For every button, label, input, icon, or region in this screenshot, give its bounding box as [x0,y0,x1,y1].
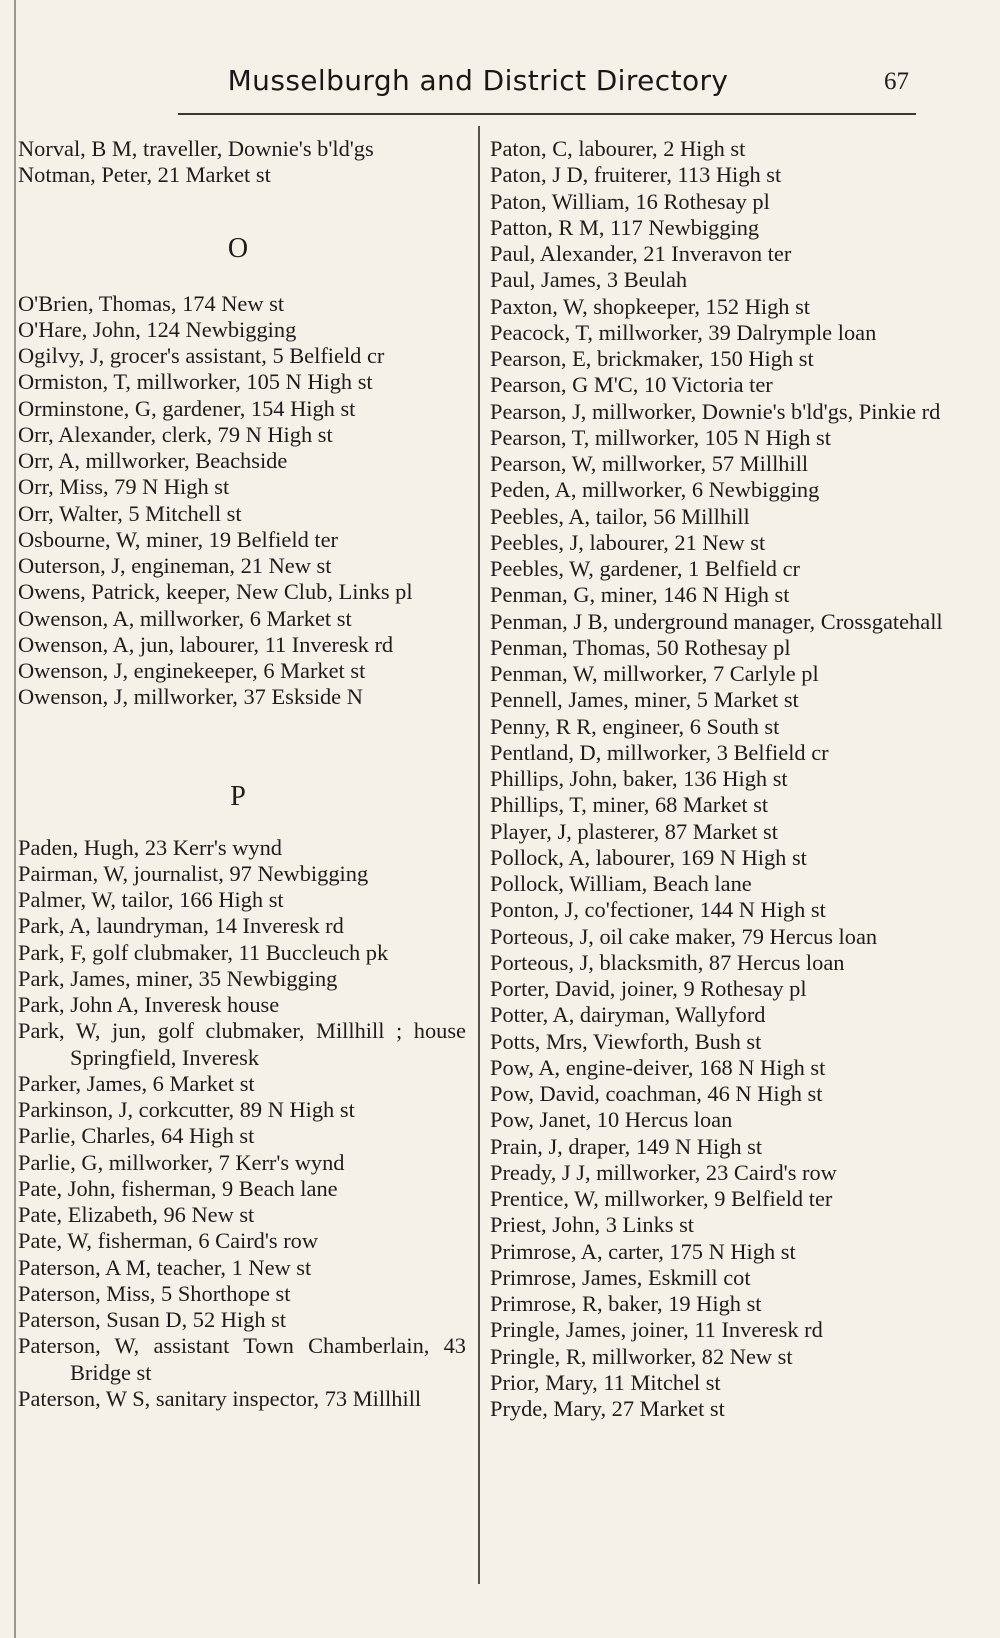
directory-entry: Paterson, W, assistant Town Chamberlain, 43 Bridge st [18,1333,466,1385]
directory-entry: Ponton, J, co'fectioner, 144 N High st [490,897,826,923]
section-spacer [18,821,466,835]
directory-entry: Phillips, John, baker, 136 High st [490,766,788,791]
directory-entry: Prain, J, draper, 149 N High st [490,1133,763,1159]
directory-entry: Porter, David, joiner, 9 Rothesay pl [490,976,807,1001]
directory-entry: Paton, William, 16 Rothesay pl [490,188,770,214]
directory-entry: Patton, R M, 117 Newbigging [490,214,760,240]
directory-entry: Pready, J J, millworker, 23 Caird's row [490,1159,837,1185]
directory-entry: Prior, Mary, 11 Mitchel st [490,1369,721,1395]
directory-entry: Owenson, J, millworker, 37 Eskside N [18,684,363,710]
directory-entry: Player, J, plasterer, 87 Market st [490,818,778,844]
directory-entry: Potts, Mrs, Viewforth, Bush st [490,1028,762,1054]
directory-entry: Peebles, W, gardener, 1 Belfield cr [490,556,800,581]
right-column [490,136,950,1422]
directory-entry: Paterson, W S, sanitary inspector, 73 Millhill [18,1385,422,1411]
directory-entry: Park, James, miner, 35 Newbigging [18,965,338,991]
directory-entry: Peebles, J, labourer, 21 New st [490,529,766,555]
directory-entry: Parkinson, J, corkcutter, 89 N High st [18,1097,355,1122]
directory-entry: Primrose, R, baker, 19 High st [490,1291,762,1316]
directory-entry: Orminstone, G, gardener, 154 High st [18,395,356,421]
binding-edge [14,0,16,1638]
page-number: 67 [884,68,909,95]
left-entries-top [18,136,466,189]
directory-entry: O'Brien, Thomas, 174 New st [18,290,285,316]
directory-entry: Orr, Miss, 79 N High st [18,474,230,500]
header-rule [178,113,916,115]
directory-entry: Pryde, Mary, 27 Market st [490,1396,725,1421]
directory-entry: Park, A, laundryman, 14 Inveresk rd [18,913,344,939]
directory-entry: Pearson, E, brickmaker, 150 High st [490,346,814,371]
column-divider [478,126,480,1584]
directory-entry: Parlie, G, millworker, 7 Kerr's wynd [18,1149,345,1175]
section-spacer [18,273,466,291]
directory-entry: Pate, Elizabeth, 96 New st [18,1202,255,1227]
directory-entry: Porteous, J, oil cake maker, 79 Hercus loan [490,923,878,949]
directory-entry: Pentland, D, millworker, 3 Belfield cr [490,739,829,765]
directory-entry: Paul, Alexander, 21 Inveravon ter [490,241,792,266]
page-title: Musselburgh and District Directory [227,64,729,97]
directory-entry: Penny, R R, engineer, 6 South st [490,713,780,739]
directory-entry: Pow, Janet, 10 Hercus loan [490,1107,733,1133]
directory-entry: Pringle, R, millworker, 82 New st [490,1343,793,1369]
directory-entry: Peden, A, millworker, 6 Newbigging [490,477,820,503]
directory-entry: Pennell, James, miner, 5 Market st [490,687,799,713]
directory-entry: Orr, Walter, 5 Mitchell st [18,500,242,526]
directory-entry: Ormiston, T, millworker, 105 N High st [18,369,373,395]
directory-entry: Owens, Patrick, keeper, New Club, Links pl [18,579,413,605]
directory-entry: Prentice, W, millworker, 9 Belfield ter [490,1186,833,1211]
directory-entry: Pringle, James, joiner, 11 Inveresk rd [490,1317,823,1343]
directory-entry: Pollock, William, Beach lane [490,871,752,896]
directory-entry: Primrose, James, Eskmill cot [490,1264,751,1290]
directory-entry: Penman, J B, underground manager, Crossgatehall [490,608,943,634]
directory-entry: Primrose, A, carter, 175 N High st [490,1238,796,1264]
directory-entry: Pearson, G M'C, 10 Victoria ter [490,372,773,398]
directory-entry: Parker, James, 6 Market st [18,1070,255,1096]
section-letter-o: O [227,232,249,264]
directory-entry: Pow, David, coachman, 46 N High st [490,1081,823,1106]
directory-entry: Paterson, A M, teacher, 1 New st [18,1254,312,1280]
directory-entry: Pearson, J, millworker, Downie's b'ld'gs, Pinkie rd [490,398,941,424]
directory-entry: Norval, B M, traveller, Downie's b'ld'gs [18,136,374,161]
directory-entry: Penman, W, millworker, 7 Carlyle pl [490,661,819,686]
directory-entry: Porteous, J, blacksmith, 87 Hercus loan [490,949,845,975]
directory-entry: Owenson, J, enginekeeper, 6 Market st [18,658,366,683]
directory-entry: Orr, Alexander, clerk, 79 N High st [18,421,333,447]
directory-entry: Pollock, A, labourer, 169 N High st [490,844,807,870]
directory-entry: Park, W, jun, golf clubmaker, Millhill ; house Springfield, Inveresk [18,1018,466,1070]
directory-entry: Pate, W, fisherman, 6 Caird's row [18,1228,319,1254]
left-entries-o [18,291,466,711]
section-letter-p: P [230,780,246,812]
directory-entry: Notman, Peter, 21 Market st [18,162,271,188]
directory-entry: Park, F, golf clubmaker, 11 Buccleuch pk [18,939,389,965]
left-entries-p [18,835,466,1413]
directory-entry: Peacock, T, millworker, 39 Dalrymple loan [490,319,877,345]
directory-entry: Paton, J D, fruiterer, 113 High st [490,162,782,188]
directory-entry: Paul, James, 3 Beulah [490,267,688,293]
directory-entry: Phillips, T, miner, 68 Market st [490,792,769,818]
directory-entry: Osbourne, W, miner, 19 Belfield ter [18,526,338,552]
directory-entry: Penman, Thomas, 50 Rothesay pl [490,634,791,660]
directory-entry: Paterson, Miss, 5 Shorthope st [18,1280,291,1306]
directory-entry: Priest, John, 3 Links st [490,1212,695,1238]
directory-entry: Paden, Hugh, 23 Kerr's wynd [18,834,282,860]
left-column [18,136,466,1412]
directory-entry: Owenson, A, jun, labourer, 11 Inveresk rd [18,631,394,657]
directory-entry: Potter, A, dairyman, Wallyford [490,1002,766,1028]
directory-entry: Paton, C, labourer, 2 High st [490,136,746,161]
directory-entry: Pairman, W, journalist, 97 Newbigging [18,860,369,886]
right-entries [490,136,950,1422]
directory-entry: O'Hare, John, 124 Newbigging [18,316,297,342]
directory-entry: Pow, A, engine-deiver, 168 N High st [490,1054,826,1080]
directory-entry: Orr, A, millworker, Beachside [18,448,288,473]
directory-entry: Penman, G, miner, 146 N High st [490,582,790,608]
directory-entry: Parlie, Charles, 64 High st [18,1123,255,1149]
directory-entry: Owenson, A, millworker, 6 Market st [18,605,352,631]
directory-entry: Pate, John, fisherman, 9 Beach lane [18,1175,338,1201]
directory-entry: Pearson, W, millworker, 57 Millhill [490,451,809,476]
directory-entry: Peebles, A, tailor, 56 Millhill [490,503,750,529]
directory-entry: Ogilvy, J, grocer's assistant, 5 Belfield cr [18,343,385,368]
directory-entry: Outerson, J, engineman, 21 New st [18,553,332,578]
directory-entry: Palmer, W, tailor, 166 High st [18,887,284,912]
directory-entry: Pearson, T, millworker, 105 N High st [490,424,831,450]
directory-entry: Park, John A, Inveresk house [18,992,280,1017]
directory-entry: Paxton, W, shopkeeper, 152 High st [490,293,811,319]
directory-entry: Paterson, Susan D, 52 High st [18,1307,287,1332]
